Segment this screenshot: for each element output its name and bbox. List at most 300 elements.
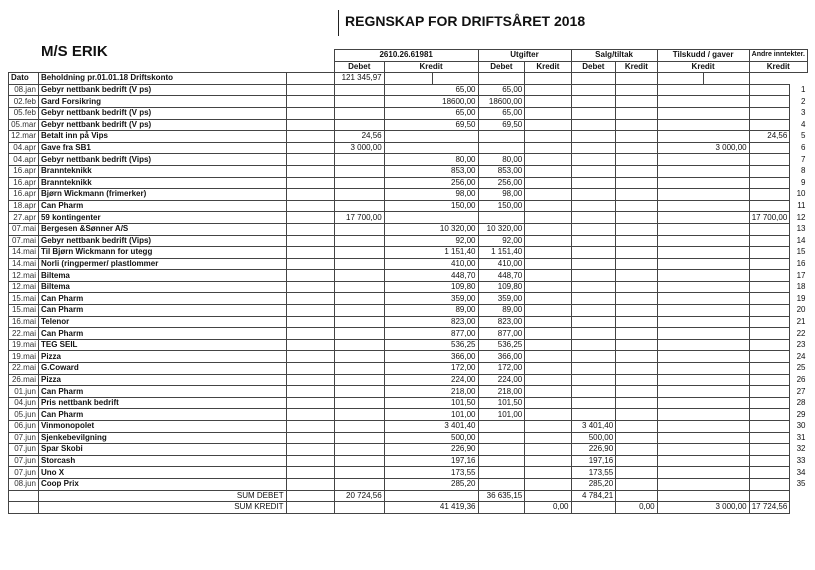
sum-debet-row (9, 490, 808, 502)
utgifter-kredit (525, 478, 571, 490)
andre-kredit (749, 200, 790, 212)
andre-kredit (749, 223, 790, 235)
utgifter-debet: 150,00 (478, 200, 525, 212)
utgifter-debet (478, 432, 525, 444)
account-debet (334, 119, 384, 131)
ledger-sheet (8, 8, 808, 564)
andre-kredit (749, 432, 790, 444)
utgifter-kredit (525, 351, 571, 363)
cell-empty (286, 409, 334, 421)
andre-kredit (749, 397, 790, 409)
account-kredit: 69,50 (384, 119, 478, 131)
sum-kredit-utgifter: 0,00 (525, 502, 571, 514)
cell-empty (286, 96, 334, 108)
row-description: Coop Prix (38, 478, 286, 490)
cell-empty (286, 189, 334, 201)
salg-debet (571, 409, 616, 421)
row-description: Can Pharm (38, 200, 286, 212)
utgifter-debet: 65,00 (478, 84, 525, 96)
tilskudd-kredit (657, 107, 749, 119)
andre-kredit (749, 363, 790, 375)
utgifter-debet: 359,00 (478, 293, 525, 305)
salg-debet (571, 189, 616, 201)
andre-kredit (749, 235, 790, 247)
table-row (9, 212, 808, 224)
account-kredit: 256,00 (384, 177, 478, 189)
utgifter-debet: 224,00 (478, 374, 525, 386)
table-row (9, 235, 808, 247)
row-date: 12.mai (9, 281, 39, 293)
row-number: 25 (796, 363, 806, 373)
row-number: 34 (796, 467, 806, 477)
account-kredit: 877,00 (384, 328, 478, 340)
row-number: 8 (801, 166, 806, 176)
salg-kredit (616, 247, 657, 259)
row-description: Can Pharm (38, 293, 286, 305)
table-row (9, 247, 808, 259)
row-date: 04.apr (9, 142, 39, 154)
salg-kredit (616, 421, 657, 433)
row-description: Can Pharm (38, 328, 286, 340)
row-number: 28 (796, 398, 806, 408)
salg-debet (571, 177, 616, 189)
salg-kredit (616, 455, 657, 467)
account-debet (334, 328, 384, 340)
utgifter-kredit (525, 316, 571, 328)
table-row (9, 397, 808, 409)
tilskudd-kredit (657, 397, 749, 409)
row-number: 24 (796, 351, 806, 361)
cell-empty (657, 73, 703, 85)
table-row (9, 165, 808, 177)
utgifter-kredit (525, 374, 571, 386)
utgifter-debet: 65,00 (478, 107, 525, 119)
opening-balance-row (9, 73, 808, 85)
row-description: Can Pharm (38, 386, 286, 398)
cell-empty (478, 73, 525, 85)
utgifter-kredit (525, 96, 571, 108)
tilskudd-kredit (657, 119, 749, 131)
row-date: 01.jun (9, 386, 39, 398)
account-debet (334, 316, 384, 328)
cell-empty (286, 490, 334, 502)
andre-kredit (749, 119, 790, 131)
row-description: Pizza (38, 374, 286, 386)
salg-kredit (616, 212, 657, 224)
sum-debet-salg: 4 784,21 (571, 490, 616, 502)
utgifter-debet: 1 151,40 (478, 247, 525, 259)
account-kredit: 18600,00 (384, 96, 478, 108)
tilskudd-kredit (657, 281, 749, 293)
row-number: 16 (796, 258, 806, 268)
andre-kredit (749, 374, 790, 386)
cell-empty (286, 363, 334, 375)
cell-empty (525, 73, 571, 85)
account-debet (334, 305, 384, 317)
table-row (9, 478, 808, 490)
utgifter-kredit (525, 281, 571, 293)
salg-kredit (616, 223, 657, 235)
account-kredit: 823,00 (384, 316, 478, 328)
salg-debet (571, 235, 616, 247)
row-date: 08.jun (9, 478, 39, 490)
utgifter-debet: 69,50 (478, 119, 525, 131)
tilskudd-header: Tilskudd / gaver (657, 50, 749, 62)
row-description: Bergesen &Sønner A/S (38, 223, 286, 235)
salg-kredit (616, 316, 657, 328)
tilskudd-kredit (657, 421, 749, 433)
row-number: 5 (801, 131, 806, 141)
cell-empty (286, 316, 334, 328)
account-kredit: 359,00 (384, 293, 478, 305)
row-number: 23 (796, 340, 806, 350)
utgifter-kredit (525, 270, 571, 282)
salg-kredit (616, 328, 657, 340)
table-row (9, 351, 808, 363)
utgifter-kredit (525, 397, 571, 409)
account-debet (334, 432, 384, 444)
andre-kredit (749, 305, 790, 317)
sum-debet-account: 20 724,56 (334, 490, 384, 502)
utgifter-kredit (525, 455, 571, 467)
utgifter-debet: 823,00 (478, 316, 525, 328)
andre-kredit (749, 177, 790, 189)
cell-empty (384, 490, 478, 502)
cell-empty (616, 73, 657, 85)
cell-empty (286, 502, 334, 514)
account-kredit: 366,00 (384, 351, 478, 363)
account-debet (334, 374, 384, 386)
row-number: 3 (801, 108, 806, 118)
andre-kredit (749, 107, 790, 119)
cell-empty (286, 154, 334, 166)
cell-empty (571, 73, 616, 85)
utgifter-kredit-header: Kredit (525, 61, 571, 73)
utgifter-debet: 366,00 (478, 351, 525, 363)
tilskudd-kredit (657, 200, 749, 212)
salg-debet (571, 107, 616, 119)
salg-debet (571, 84, 616, 96)
account-debet (334, 223, 384, 235)
opening-balance-label: Beholdning pr.01.01.18 Driftskonto (38, 73, 286, 85)
tilskudd-kredit (657, 328, 749, 340)
table-row (9, 107, 808, 119)
andre-kredit (749, 247, 790, 259)
table-row (9, 270, 808, 282)
cell-empty (286, 351, 334, 363)
row-date: 12.mai (9, 270, 39, 282)
tilskudd-kredit (657, 409, 749, 421)
utgifter-debet: 109,80 (478, 281, 525, 293)
table-row (9, 258, 808, 270)
tilskudd-kredit (657, 444, 749, 456)
row-description: Gard Forsikring (38, 96, 286, 108)
row-date: 07.mai (9, 235, 39, 247)
table-row (9, 363, 808, 375)
utgifter-debet: 101,50 (478, 397, 525, 409)
salg-kredit (616, 386, 657, 398)
utgifter-debet: 89,00 (478, 305, 525, 317)
row-number: 14 (796, 235, 806, 245)
row-date: 12.mar (9, 131, 39, 143)
account-kredit: 89,00 (384, 305, 478, 317)
salg-kredit (616, 154, 657, 166)
tilskudd-kredit (657, 478, 749, 490)
cell-empty (616, 490, 657, 502)
andre-kredit (749, 409, 790, 421)
row-description: Storcash (38, 455, 286, 467)
tilskudd-kredit (657, 339, 749, 351)
row-description: Sjenkebevilgning (38, 432, 286, 444)
row-number: 6 (801, 143, 806, 153)
sum-kredit-label: SUM KREDIT (38, 502, 286, 514)
andre-kredit (749, 421, 790, 433)
row-description: G.Coward (38, 363, 286, 375)
account-kredit: 1 151,40 (384, 247, 478, 259)
salg-kredit (616, 281, 657, 293)
cell-empty (286, 165, 334, 177)
utgifter-kredit (525, 154, 571, 166)
cell-empty (286, 131, 334, 143)
utgifter-header: Utgifter (478, 50, 571, 62)
row-number: 32 (796, 444, 806, 454)
row-date: 15.mai (9, 293, 39, 305)
andre-kredit: 24,56 (749, 131, 790, 143)
cell-empty (286, 177, 334, 189)
row-description: Gebyr nettbank bedrift (V ps) (38, 119, 286, 131)
salg-debet (571, 293, 616, 305)
account-debet (334, 351, 384, 363)
andre-kredit (749, 467, 790, 479)
andre-kredit (749, 165, 790, 177)
utgifter-debet (478, 421, 525, 433)
utgifter-kredit (525, 177, 571, 189)
andre-header: Andre inntekter. (749, 50, 807, 62)
tilskudd-kredit (657, 270, 749, 282)
opening-balance-value: 121 345,97 (334, 73, 384, 85)
row-number-empty (749, 73, 790, 85)
tilskudd-kredit (657, 374, 749, 386)
salg-kredit (616, 235, 657, 247)
account-debet (334, 200, 384, 212)
andre-kredit (749, 339, 790, 351)
utgifter-debet: 853,00 (478, 165, 525, 177)
row-description: Gebyr nettbank bedrift (V ps) (38, 84, 286, 96)
cell-empty (286, 339, 334, 351)
andre-kredit (749, 351, 790, 363)
row-date: 08.jan (9, 84, 39, 96)
utgifter-kredit (525, 235, 571, 247)
utgifter-kredit (525, 444, 571, 456)
cell-empty (286, 270, 334, 282)
utgifter-kredit (525, 305, 571, 317)
sum-debet-label: SUM DEBET (38, 490, 286, 502)
row-number: 1 (801, 85, 806, 95)
table-row (9, 154, 808, 166)
andre-kredit: 17 700,00 (749, 212, 790, 224)
utgifter-debet (478, 142, 525, 154)
row-number: 29 (796, 409, 806, 419)
cell-empty (9, 490, 39, 502)
row-number: 2 (801, 96, 806, 106)
salg-kredit (616, 305, 657, 317)
cell-empty (9, 502, 39, 514)
salg-kredit (616, 478, 657, 490)
salg-debet (571, 247, 616, 259)
tilskudd-kredit (657, 455, 749, 467)
account-kredit: 10 320,00 (384, 223, 478, 235)
row-date: 15.mai (9, 305, 39, 317)
row-number: 12 (796, 212, 806, 222)
row-description: Brannteknikk (38, 165, 286, 177)
andre-kredit (749, 316, 790, 328)
utgifter-debet-header: Debet (478, 61, 525, 73)
sum-kredit-salg: 0,00 (616, 502, 657, 514)
andre-kredit (749, 84, 790, 96)
row-date: 26.mai (9, 374, 39, 386)
salg-debet (571, 154, 616, 166)
salg-debet (571, 281, 616, 293)
salg-kredit (616, 293, 657, 305)
account-debet (334, 107, 384, 119)
row-date: 16.apr (9, 177, 39, 189)
utgifter-debet: 256,00 (478, 177, 525, 189)
tilskudd-kredit (657, 351, 749, 363)
salg-debet (571, 96, 616, 108)
row-date: 07.jun (9, 467, 39, 479)
salg-kredit (616, 351, 657, 363)
row-date: 04.jun (9, 397, 39, 409)
andre-kredit (749, 455, 790, 467)
row-number: 7 (801, 154, 806, 164)
cell-empty (286, 467, 334, 479)
tilskudd-kredit (657, 247, 749, 259)
account-debet (334, 96, 384, 108)
account-kredit: 448,70 (384, 270, 478, 282)
account-kredit-header: Kredit (384, 61, 478, 73)
andre-kredit (749, 142, 790, 154)
salg-debet-header: Debet (571, 61, 616, 73)
salg-debet (571, 258, 616, 270)
salg-debet: 3 401,40 (571, 421, 616, 433)
cell-empty (286, 328, 334, 340)
row-number-empty (790, 502, 808, 514)
salg-kredit (616, 374, 657, 386)
account-debet (334, 409, 384, 421)
account-kredit: 65,00 (384, 107, 478, 119)
utgifter-debet: 410,00 (478, 258, 525, 270)
salg-kredit (616, 107, 657, 119)
salg-kredit (616, 397, 657, 409)
row-description: Norli (ringpermer/ plastlommer (38, 258, 286, 270)
row-description: Pizza (38, 351, 286, 363)
row-description: Pris nettbank bedrift (38, 397, 286, 409)
salg-debet (571, 200, 616, 212)
company-name: M/S ERIK (41, 43, 108, 60)
utgifter-kredit (525, 84, 571, 96)
account-kredit: 65,00 (384, 84, 478, 96)
cell-empty (286, 73, 334, 85)
cell-empty (286, 142, 334, 154)
row-description: Bjørn Wickmann (frimerker) (38, 189, 286, 201)
salg-kredit (616, 84, 657, 96)
utgifter-debet: 218,00 (478, 386, 525, 398)
row-number: 20 (796, 305, 806, 315)
account-kredit: 101,00 (384, 409, 478, 421)
table-row (9, 386, 808, 398)
row-description: Telenor (38, 316, 286, 328)
account-kredit: 218,00 (384, 386, 478, 398)
row-number: 18 (796, 282, 806, 292)
salg-debet (571, 212, 616, 224)
utgifter-kredit (525, 189, 571, 201)
account-header: 2610.26.61981 (334, 50, 478, 62)
account-kredit: 101,50 (384, 397, 478, 409)
table-row (9, 421, 808, 433)
tilskudd-kredit (657, 363, 749, 375)
cell-empty (286, 84, 334, 96)
utgifter-kredit (525, 328, 571, 340)
andre-kredit (749, 478, 790, 490)
row-description: Biltema (38, 270, 286, 282)
cell-empty (286, 374, 334, 386)
salg-debet (571, 351, 616, 363)
utgifter-kredit (525, 293, 571, 305)
cell-empty (286, 421, 334, 433)
row-number: 4 (801, 119, 806, 129)
account-debet (334, 293, 384, 305)
row-date: 22.mai (9, 328, 39, 340)
account-debet: 24,56 (334, 131, 384, 143)
page-title: REGNSKAP FOR DRIFTSÅRET 2018 (338, 10, 815, 36)
account-kredit: 150,00 (384, 200, 478, 212)
row-description: Betalt inn på Vips (38, 131, 286, 143)
utgifter-kredit (525, 165, 571, 177)
row-description: Spar Skobi (38, 444, 286, 456)
row-date: 16.mai (9, 316, 39, 328)
table-row (9, 328, 808, 340)
table-row (9, 467, 808, 479)
salg-header: Salg/tiltak (571, 50, 657, 62)
row-description: Vinmonopolet (38, 421, 286, 433)
row-description: Gebyr nettbank bedrift (Vips) (38, 235, 286, 247)
tilskudd-kredit (657, 316, 749, 328)
row-date: 07.jun (9, 455, 39, 467)
utgifter-kredit (525, 386, 571, 398)
row-description: Gave fra SB1 (38, 142, 286, 154)
utgifter-debet (478, 455, 525, 467)
row-number: 9 (801, 177, 806, 187)
row-description: Brannteknikk (38, 177, 286, 189)
cell-empty (286, 305, 334, 317)
andre-kredit (749, 328, 790, 340)
salg-debet (571, 305, 616, 317)
salg-kredit (616, 409, 657, 421)
cell-empty (286, 247, 334, 259)
account-debet-header: Debet (334, 61, 384, 73)
cell-empty (749, 490, 790, 502)
salg-kredit (616, 200, 657, 212)
account-debet: 17 700,00 (334, 212, 384, 224)
row-date: 02.feb (9, 96, 39, 108)
salg-debet (571, 119, 616, 131)
utgifter-kredit (525, 339, 571, 351)
salg-kredit (616, 270, 657, 282)
account-kredit: 109,80 (384, 281, 478, 293)
account-debet: 3 000,00 (334, 142, 384, 154)
account-kredit: 536,25 (384, 339, 478, 351)
row-number: 21 (796, 316, 806, 326)
